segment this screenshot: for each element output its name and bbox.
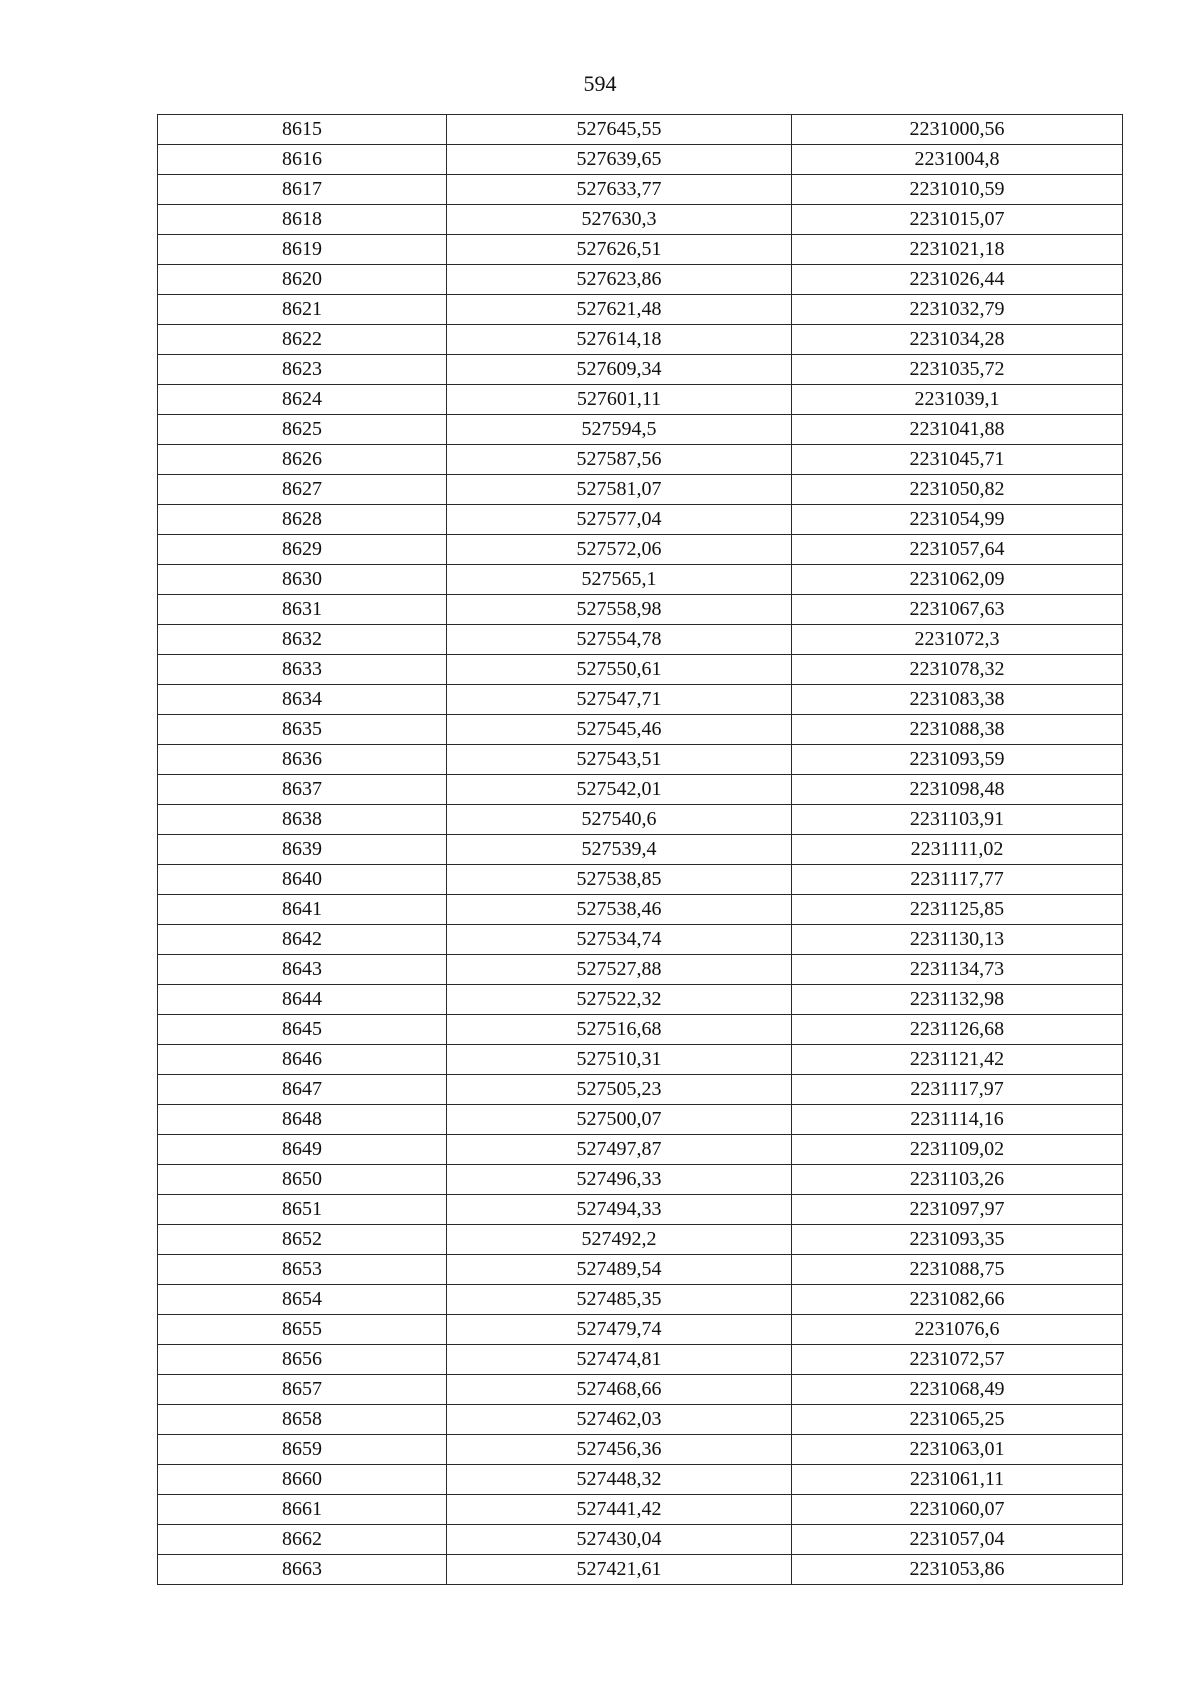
y-coordinate-cell: 2231045,71 bbox=[792, 445, 1123, 475]
y-coordinate-cell: 2231050,82 bbox=[792, 475, 1123, 505]
x-coordinate-cell: 527577,04 bbox=[447, 505, 792, 535]
table-row bbox=[158, 115, 1123, 145]
point-number-cell: 8642 bbox=[158, 925, 447, 955]
point-number-cell: 8644 bbox=[158, 985, 447, 1015]
y-coordinate-cell: 2231117,77 bbox=[792, 865, 1123, 895]
x-coordinate-cell: 527630,3 bbox=[447, 205, 792, 235]
table-row bbox=[158, 475, 1123, 505]
x-coordinate-cell: 527468,66 bbox=[447, 1375, 792, 1405]
x-coordinate-cell: 527558,98 bbox=[447, 595, 792, 625]
x-coordinate-cell: 527547,71 bbox=[447, 685, 792, 715]
table-row bbox=[158, 955, 1123, 985]
x-coordinate-cell: 527609,34 bbox=[447, 355, 792, 385]
y-coordinate-cell: 2231117,97 bbox=[792, 1075, 1123, 1105]
table-row bbox=[158, 295, 1123, 325]
x-coordinate-cell: 527479,74 bbox=[447, 1315, 792, 1345]
table-row bbox=[158, 1225, 1123, 1255]
x-coordinate-cell: 527581,07 bbox=[447, 475, 792, 505]
x-coordinate-cell: 527441,42 bbox=[447, 1495, 792, 1525]
x-coordinate-cell: 527550,61 bbox=[447, 655, 792, 685]
x-coordinate-cell: 527497,87 bbox=[447, 1135, 792, 1165]
point-number-cell: 8628 bbox=[158, 505, 447, 535]
table-row bbox=[158, 595, 1123, 625]
table-row bbox=[158, 985, 1123, 1015]
coordinates-table-body bbox=[158, 115, 1123, 1585]
y-coordinate-cell: 2231126,68 bbox=[792, 1015, 1123, 1045]
y-coordinate-cell: 2231032,79 bbox=[792, 295, 1123, 325]
y-coordinate-cell: 2231000,56 bbox=[792, 115, 1123, 145]
table-row bbox=[158, 805, 1123, 835]
y-coordinate-cell: 2231010,59 bbox=[792, 175, 1123, 205]
x-coordinate-cell: 527527,88 bbox=[447, 955, 792, 985]
x-coordinate-cell: 527489,54 bbox=[447, 1255, 792, 1285]
x-coordinate-cell: 527623,86 bbox=[447, 265, 792, 295]
x-coordinate-cell: 527539,4 bbox=[447, 835, 792, 865]
point-number-cell: 8653 bbox=[158, 1255, 447, 1285]
x-coordinate-cell: 527448,32 bbox=[447, 1465, 792, 1495]
x-coordinate-cell: 527545,46 bbox=[447, 715, 792, 745]
y-coordinate-cell: 2231088,38 bbox=[792, 715, 1123, 745]
y-coordinate-cell: 2231082,66 bbox=[792, 1285, 1123, 1315]
x-coordinate-cell: 527540,6 bbox=[447, 805, 792, 835]
table-row bbox=[158, 1465, 1123, 1495]
x-coordinate-cell: 527572,06 bbox=[447, 535, 792, 565]
table-row bbox=[158, 925, 1123, 955]
table-row bbox=[158, 1405, 1123, 1435]
point-number-cell: 8618 bbox=[158, 205, 447, 235]
point-number-cell: 8617 bbox=[158, 175, 447, 205]
point-number-cell: 8633 bbox=[158, 655, 447, 685]
point-number-cell: 8645 bbox=[158, 1015, 447, 1045]
table-row bbox=[158, 355, 1123, 385]
y-coordinate-cell: 2231034,28 bbox=[792, 325, 1123, 355]
y-coordinate-cell: 2231088,75 bbox=[792, 1255, 1123, 1285]
x-coordinate-cell: 527538,85 bbox=[447, 865, 792, 895]
table-row bbox=[158, 1075, 1123, 1105]
point-number-cell: 8638 bbox=[158, 805, 447, 835]
point-number-cell: 8662 bbox=[158, 1525, 447, 1555]
x-coordinate-cell: 527494,33 bbox=[447, 1195, 792, 1225]
x-coordinate-cell: 527554,78 bbox=[447, 625, 792, 655]
y-coordinate-cell: 2231083,38 bbox=[792, 685, 1123, 715]
y-coordinate-cell: 2231063,01 bbox=[792, 1435, 1123, 1465]
y-coordinate-cell: 2231039,1 bbox=[792, 385, 1123, 415]
point-number-cell: 8651 bbox=[158, 1195, 447, 1225]
point-number-cell: 8652 bbox=[158, 1225, 447, 1255]
point-number-cell: 8659 bbox=[158, 1435, 447, 1465]
point-number-cell: 8619 bbox=[158, 235, 447, 265]
x-coordinate-cell: 527621,48 bbox=[447, 295, 792, 325]
table-row bbox=[158, 1345, 1123, 1375]
y-coordinate-cell: 2231078,32 bbox=[792, 655, 1123, 685]
point-number-cell: 8643 bbox=[158, 955, 447, 985]
y-coordinate-cell: 2231097,97 bbox=[792, 1195, 1123, 1225]
table-row bbox=[158, 325, 1123, 355]
y-coordinate-cell: 2231103,26 bbox=[792, 1165, 1123, 1195]
table-row bbox=[158, 1375, 1123, 1405]
y-coordinate-cell: 2231134,73 bbox=[792, 955, 1123, 985]
table-row bbox=[158, 1165, 1123, 1195]
point-number-cell: 8648 bbox=[158, 1105, 447, 1135]
y-coordinate-cell: 2231057,04 bbox=[792, 1525, 1123, 1555]
table-row bbox=[158, 655, 1123, 685]
y-coordinate-cell: 2231053,86 bbox=[792, 1555, 1123, 1585]
table-row bbox=[158, 535, 1123, 565]
y-coordinate-cell: 2231103,91 bbox=[792, 805, 1123, 835]
table-row bbox=[158, 775, 1123, 805]
y-coordinate-cell: 2231093,35 bbox=[792, 1225, 1123, 1255]
x-coordinate-cell: 527505,23 bbox=[447, 1075, 792, 1105]
table-row bbox=[158, 145, 1123, 175]
point-number-cell: 8631 bbox=[158, 595, 447, 625]
point-number-cell: 8636 bbox=[158, 745, 447, 775]
x-coordinate-cell: 527474,81 bbox=[447, 1345, 792, 1375]
x-coordinate-cell: 527534,74 bbox=[447, 925, 792, 955]
coordinates-table bbox=[157, 114, 1123, 1585]
y-coordinate-cell: 2231026,44 bbox=[792, 265, 1123, 295]
point-number-cell: 8661 bbox=[158, 1495, 447, 1525]
x-coordinate-cell: 527542,01 bbox=[447, 775, 792, 805]
table-row bbox=[158, 895, 1123, 925]
table-row bbox=[158, 835, 1123, 865]
y-coordinate-cell: 2231072,57 bbox=[792, 1345, 1123, 1375]
x-coordinate-cell: 527421,61 bbox=[447, 1555, 792, 1585]
table-row bbox=[158, 1255, 1123, 1285]
x-coordinate-cell: 527565,1 bbox=[447, 565, 792, 595]
table-row bbox=[158, 385, 1123, 415]
y-coordinate-cell: 2231021,18 bbox=[792, 235, 1123, 265]
x-coordinate-cell: 527543,51 bbox=[447, 745, 792, 775]
x-coordinate-cell: 527626,51 bbox=[447, 235, 792, 265]
y-coordinate-cell: 2231109,02 bbox=[792, 1135, 1123, 1165]
y-coordinate-cell: 2231114,16 bbox=[792, 1105, 1123, 1135]
table-row bbox=[158, 235, 1123, 265]
x-coordinate-cell: 527522,32 bbox=[447, 985, 792, 1015]
table-row bbox=[158, 205, 1123, 235]
point-number-cell: 8623 bbox=[158, 355, 447, 385]
table-row bbox=[158, 625, 1123, 655]
x-coordinate-cell: 527614,18 bbox=[447, 325, 792, 355]
table-row bbox=[158, 685, 1123, 715]
x-coordinate-cell: 527594,5 bbox=[447, 415, 792, 445]
table-row bbox=[158, 1525, 1123, 1555]
x-coordinate-cell: 527492,2 bbox=[447, 1225, 792, 1255]
x-coordinate-cell: 527639,65 bbox=[447, 145, 792, 175]
y-coordinate-cell: 2231132,98 bbox=[792, 985, 1123, 1015]
table-row bbox=[158, 1555, 1123, 1585]
y-coordinate-cell: 2231035,72 bbox=[792, 355, 1123, 385]
point-number-cell: 8621 bbox=[158, 295, 447, 325]
point-number-cell: 8624 bbox=[158, 385, 447, 415]
y-coordinate-cell: 2231004,8 bbox=[792, 145, 1123, 175]
point-number-cell: 8615 bbox=[158, 115, 447, 145]
point-number-cell: 8640 bbox=[158, 865, 447, 895]
point-number-cell: 8657 bbox=[158, 1375, 447, 1405]
y-coordinate-cell: 2231068,49 bbox=[792, 1375, 1123, 1405]
point-number-cell: 8655 bbox=[158, 1315, 447, 1345]
point-number-cell: 8637 bbox=[158, 775, 447, 805]
table-row bbox=[158, 1315, 1123, 1345]
y-coordinate-cell: 2231121,42 bbox=[792, 1045, 1123, 1075]
x-coordinate-cell: 527430,04 bbox=[447, 1525, 792, 1555]
y-coordinate-cell: 2231054,99 bbox=[792, 505, 1123, 535]
point-number-cell: 8654 bbox=[158, 1285, 447, 1315]
point-number-cell: 8656 bbox=[158, 1345, 447, 1375]
point-number-cell: 8622 bbox=[158, 325, 447, 355]
point-number-cell: 8629 bbox=[158, 535, 447, 565]
table-row bbox=[158, 1285, 1123, 1315]
point-number-cell: 8625 bbox=[158, 415, 447, 445]
y-coordinate-cell: 2231098,48 bbox=[792, 775, 1123, 805]
y-coordinate-cell: 2231015,07 bbox=[792, 205, 1123, 235]
table-row bbox=[158, 1195, 1123, 1225]
x-coordinate-cell: 527510,31 bbox=[447, 1045, 792, 1075]
x-coordinate-cell: 527456,36 bbox=[447, 1435, 792, 1465]
table-row bbox=[158, 1015, 1123, 1045]
y-coordinate-cell: 2231067,63 bbox=[792, 595, 1123, 625]
x-coordinate-cell: 527645,55 bbox=[447, 115, 792, 145]
point-number-cell: 8627 bbox=[158, 475, 447, 505]
y-coordinate-cell: 2231093,59 bbox=[792, 745, 1123, 775]
point-number-cell: 8646 bbox=[158, 1045, 447, 1075]
point-number-cell: 8635 bbox=[158, 715, 447, 745]
point-number-cell: 8649 bbox=[158, 1135, 447, 1165]
y-coordinate-cell: 2231111,02 bbox=[792, 835, 1123, 865]
table-row bbox=[158, 745, 1123, 775]
table-row bbox=[158, 1435, 1123, 1465]
page-number: 594 bbox=[583, 71, 617, 96]
point-number-cell: 8620 bbox=[158, 265, 447, 295]
x-coordinate-cell: 527500,07 bbox=[447, 1105, 792, 1135]
point-number-cell: 8660 bbox=[158, 1465, 447, 1495]
point-number-cell: 8630 bbox=[158, 565, 447, 595]
y-coordinate-cell: 2231076,6 bbox=[792, 1315, 1123, 1345]
table-row bbox=[158, 565, 1123, 595]
point-number-cell: 8650 bbox=[158, 1165, 447, 1195]
point-number-cell: 8616 bbox=[158, 145, 447, 175]
y-coordinate-cell: 2231041,88 bbox=[792, 415, 1123, 445]
y-coordinate-cell: 2231057,64 bbox=[792, 535, 1123, 565]
table-row bbox=[158, 415, 1123, 445]
point-number-cell: 8626 bbox=[158, 445, 447, 475]
y-coordinate-cell: 2231130,13 bbox=[792, 925, 1123, 955]
table-row bbox=[158, 865, 1123, 895]
x-coordinate-cell: 527496,33 bbox=[447, 1165, 792, 1195]
x-coordinate-cell: 527538,46 bbox=[447, 895, 792, 925]
x-coordinate-cell: 527516,68 bbox=[447, 1015, 792, 1045]
point-number-cell: 8647 bbox=[158, 1075, 447, 1105]
table-row bbox=[158, 1135, 1123, 1165]
point-number-cell: 8663 bbox=[158, 1555, 447, 1585]
y-coordinate-cell: 2231072,3 bbox=[792, 625, 1123, 655]
table-row bbox=[158, 505, 1123, 535]
x-coordinate-cell: 527587,56 bbox=[447, 445, 792, 475]
table-row bbox=[158, 1105, 1123, 1135]
y-coordinate-cell: 2231065,25 bbox=[792, 1405, 1123, 1435]
x-coordinate-cell: 527462,03 bbox=[447, 1405, 792, 1435]
x-coordinate-cell: 527601,11 bbox=[447, 385, 792, 415]
x-coordinate-cell: 527633,77 bbox=[447, 175, 792, 205]
y-coordinate-cell: 2231061,11 bbox=[792, 1465, 1123, 1495]
point-number-cell: 8639 bbox=[158, 835, 447, 865]
y-coordinate-cell: 2231062,09 bbox=[792, 565, 1123, 595]
table-row bbox=[158, 445, 1123, 475]
point-number-cell: 8641 bbox=[158, 895, 447, 925]
table-row bbox=[158, 265, 1123, 295]
point-number-cell: 8634 bbox=[158, 685, 447, 715]
table-row bbox=[158, 715, 1123, 745]
point-number-cell: 8632 bbox=[158, 625, 447, 655]
point-number-cell: 8658 bbox=[158, 1405, 447, 1435]
table-row bbox=[158, 1495, 1123, 1525]
y-coordinate-cell: 2231060,07 bbox=[792, 1495, 1123, 1525]
table-row bbox=[158, 1045, 1123, 1075]
table-row bbox=[158, 175, 1123, 205]
x-coordinate-cell: 527485,35 bbox=[447, 1285, 792, 1315]
y-coordinate-cell: 2231125,85 bbox=[792, 895, 1123, 925]
